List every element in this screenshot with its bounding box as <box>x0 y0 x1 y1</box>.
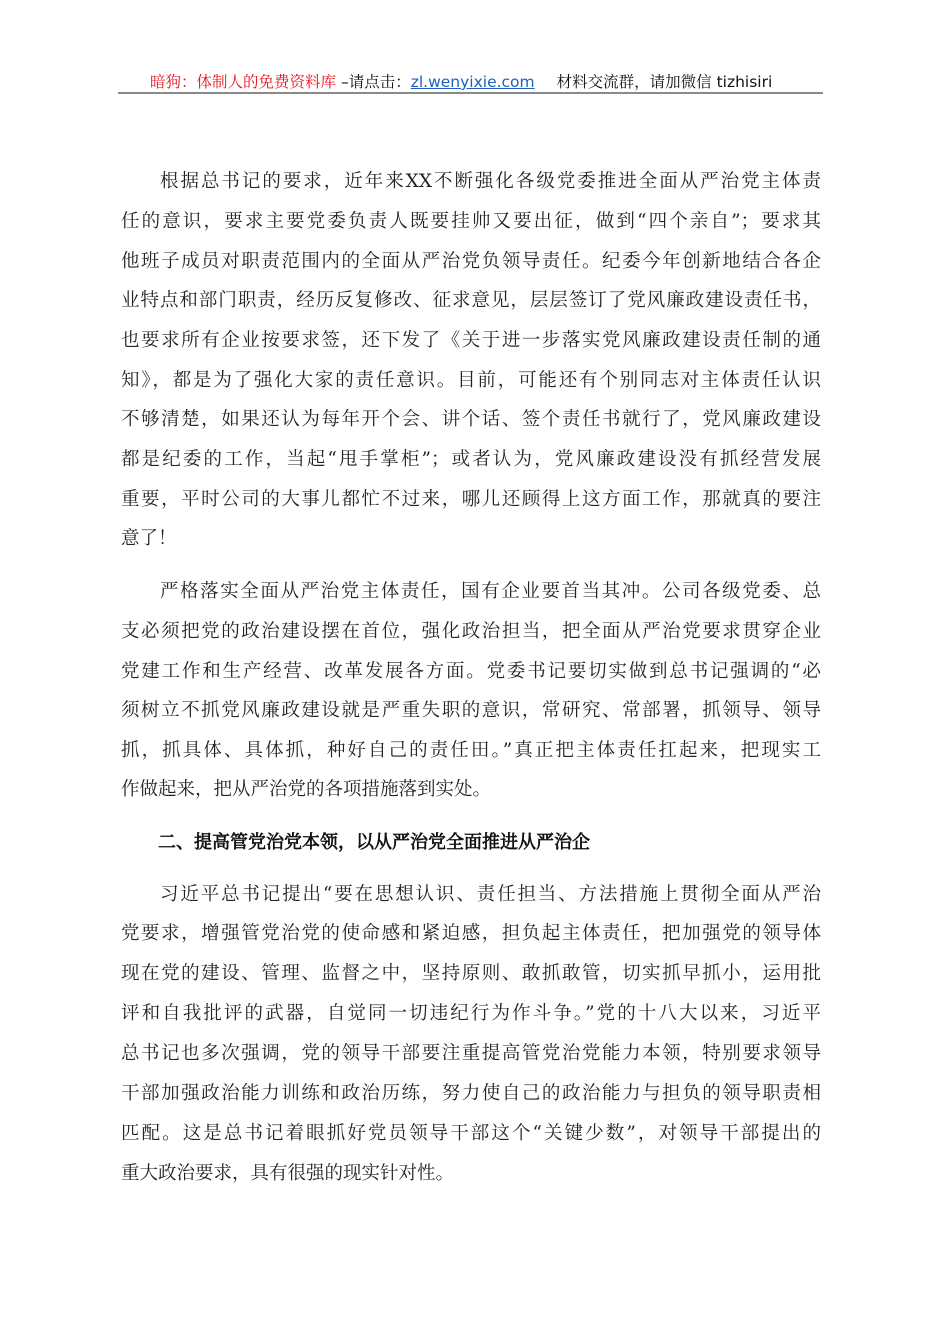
paragraph-line: 现在党的建设、管理、监督之中，坚持原则、敢抓敢管，切实抓早抓小，运用批 <box>121 963 821 984</box>
header-brand: 暗狗：体制人的免费资料库 <box>150 73 337 91</box>
paragraph-line: 支必须把党的政治建设摆在首位，强化政治担当，把全面从严治党要求贯穿企业 <box>121 621 821 642</box>
section-heading: 二、提高管党治党本领，以从严治党全面推进从严治企 <box>158 832 590 853</box>
paragraph-line: 意了！ <box>121 528 177 549</box>
header-link[interactable]: zl.wenyixie.com <box>410 73 535 91</box>
header-click-prompt: –请点击： <box>336 73 411 91</box>
paragraph-line: 党建工作和生产经营、改革发展各方面。党委书记要切实做到总书记强调的“必 <box>121 661 821 682</box>
paragraph-line: 他班子成员对职责范围内的全面从严治党负领导责任。纪委今年创新地结合各企 <box>121 251 821 272</box>
header-divider <box>118 92 823 94</box>
paragraph-line: 须树立不抓党风廉政建设就是严重失职的意识，常研究、常部署，抓领导、领导 <box>121 700 821 721</box>
paragraph-line: 干部加强政治能力训练和政治历练，努力使自己的政治能力与担负的领导职责相 <box>121 1083 821 1104</box>
paragraph-line: 业特点和部门职责，经历反复修改、征求意见，层层签订了党风廉政建设责任书， <box>121 290 821 311</box>
paragraph-line: 严格落实全面从严治党主体责任，国有企业要首当其冲。公司各级党委、总 <box>160 581 821 602</box>
page-header <box>150 70 772 92</box>
paragraph-line: 任的意识，要求主要党委负责人既要挂帅又要出征，做到“四个亲自”；要求其 <box>121 211 821 232</box>
paragraph-line: 抓，抓具体、具体抓，种好自己的责任田。”真正把主体责任扛起来，把现实工 <box>121 740 821 761</box>
paragraph-line: 匹配。这是总书记着眼抓好党员领导干部这个“关键少数”，对领导干部提出的 <box>121 1123 821 1144</box>
paragraph-line: 评和自我批评的武器，自觉同一切违纪行为作斗争。”党的十八大以来，习近平 <box>121 1003 821 1024</box>
paragraph-line: 知》，都是为了强化大家的责任意识。目前，可能还有个别同志对主体责任认识 <box>121 370 821 391</box>
paragraph-line: 重大政治要求，具有很强的现实针对性。 <box>121 1163 455 1184</box>
paragraph-line: 都是纪委的工作，当起“甩手掌柜”；或者认为，党风廉政建设没有抓经营发展 <box>121 449 821 470</box>
paragraph-line: 也要求所有企业按要求签，还下发了《关于进一步落实党风廉政建设责任制的通 <box>121 330 821 351</box>
paragraph-line: 不够清楚，如果还认为每年开个会、讲个话、签个责任书就行了，党风廉政建设 <box>121 409 821 430</box>
paragraph-line: 总书记也多次强调，党的领导干部要注重提高管党治党能力本领，特别要求领导 <box>121 1043 821 1064</box>
paragraph-line: 习近平总书记提出“要在思想认识、责任担当、方法措施上贯彻全面从严治 <box>160 884 821 905</box>
header-contact: 材料交流群，请加微信 tizhisiri <box>556 73 773 91</box>
paragraph-line: 党要求，增强管党治党的使命感和紧迫感，担负起主体责任，把加强党的领导体 <box>121 923 821 944</box>
paragraph-line: 重要，平时公司的大事儿都忙不过来，哪儿还顾得上这方面工作，那就真的要注 <box>121 489 821 510</box>
paragraph-line: 根据总书记的要求，近年来XX不断强化各级党委推进全面从严治党主体责 <box>160 171 821 192</box>
paragraph-line: 作做起来，把从严治党的各项措施落到实处。 <box>121 779 492 800</box>
